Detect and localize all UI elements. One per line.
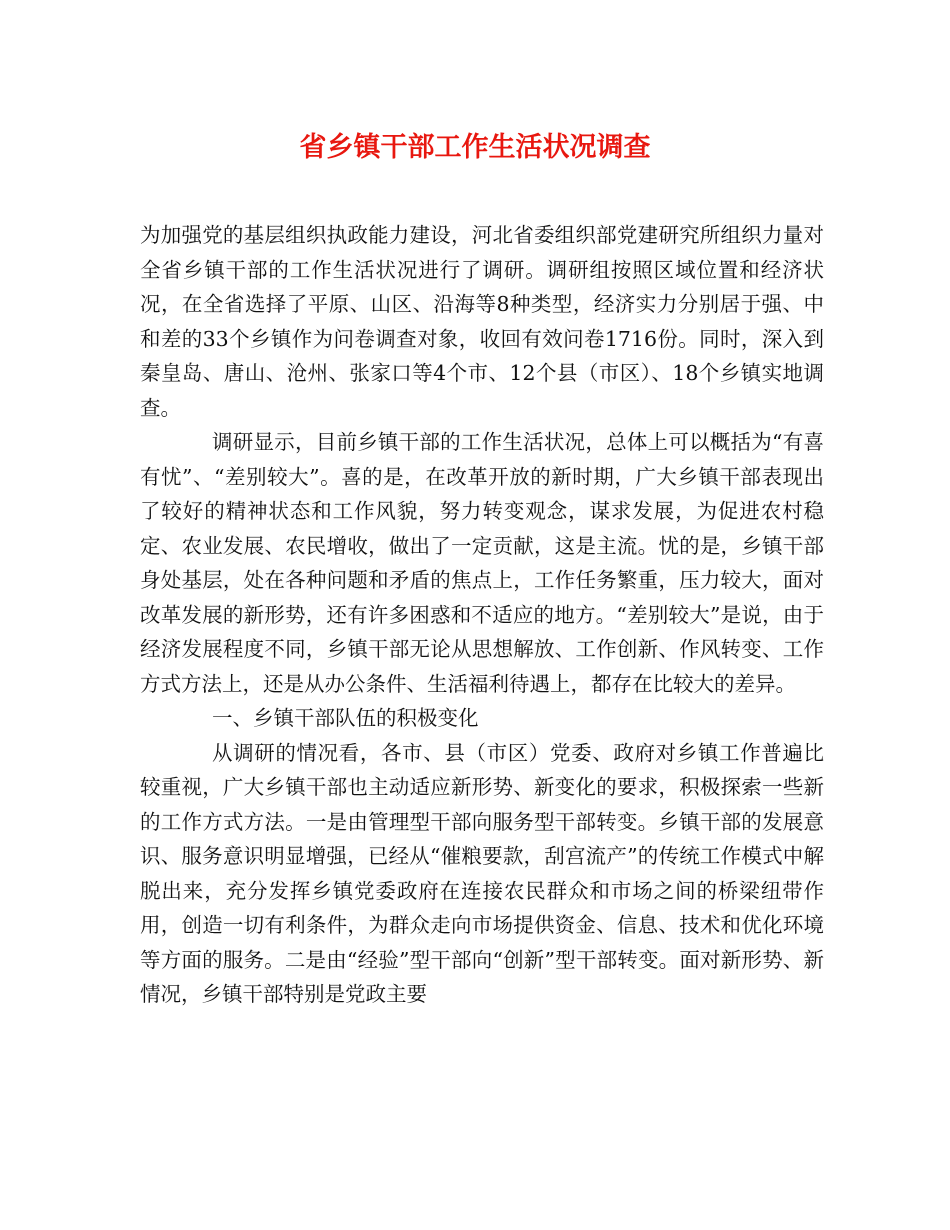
paragraph-findings: 调研显示，目前乡镇干部的工作生活状况，总体上可以概括为“有喜有忧”、“差别较大”。喜的是，在改革开放的新时期，广大乡镇干部表现出了较好的精神状态和工作风貌，努力转变观念，谋求发展，为促进农村稳定、农业发展、农民增收，做出了一定贡献，这是主流。忧的是，乡镇干部身处基层，处在各种问题和矛盾的焦点上，工作任务繁重，压力较大，面对改革发展的新形势，还有许多困惑和不适应的地方。“差别较大”是说，由于经济发展程度不同，乡镇干部无论从思想解放、工作创新、作风转变、工作方式方法上，还是从办公条件、生活福利待遇上，都存在比较大的差异。 <box>140 430 824 696</box>
paragraph-intro: 为加强党的基层组织执政能力建设，河北省委组织部党建研究所组织力量对全省乡镇干部的工作生活状况进行了调研。调研组按照区域位置和经济状况，在全省选择了平原、山区、沿海等8种类型，经济实力分别居于强、中和差的33个乡镇作为问卷调查对象，收回有效问卷1716份。同时，深入到秦皇岛、唐山、沧州、张家口等4个市、12个县（市区）、18个乡镇实地调查。 <box>140 223 824 420</box>
document-body <box>140 218 824 1012</box>
paragraph-section-one: 从调研的情况看，各市、县（市区）党委、政府对乡镇工作普遍比较重视，广大乡镇干部也主动适应新形势、新变化的要求，积极探索一些新的工作方式方法。一是由管理型干部向服务型干部转变。乡镇干部的发展意识、服务意识明显增强，已经从“催粮要款，刮宫流产”的传统工作模式中解脱出来，充分发挥乡镇党委政府在连接农民群众和市场之间的桥梁纽带作用，创造一切有利条件，为群众走向市场提供资金、信息、技术和优化环境等方面的服务。二是由“经验”型干部向“创新”型干部转变。面对新形势、新情况，乡镇干部特别是党政主要 <box>140 740 824 1006</box>
section-heading: 一、乡镇干部队伍的积极变化 <box>212 706 479 730</box>
document-title: 省乡镇干部工作生活状况调查 <box>299 132 651 163</box>
